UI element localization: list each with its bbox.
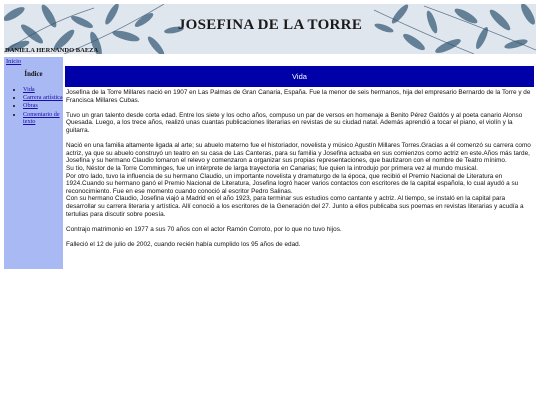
- sidebar: [4, 57, 63, 269]
- author-name: DANIELA HERNANDO BAEZA: [5, 47, 99, 54]
- content-body: [66, 89, 532, 256]
- section-title: Vida: [65, 66, 534, 87]
- sidebar-link-obras[interactable]: Obras: [23, 102, 38, 110]
- index-title: Índice: [24, 71, 43, 78]
- sidebar-link-vida[interactable]: Vida: [23, 86, 35, 93]
- paragraph-5: Falleció el 12 de julio de 2002, cuando recién había cumplido los 95 años de edad.: [66, 240, 301, 248]
- sidebar-item-vida: [23, 86, 71, 93]
- sidebar-link-comentario[interactable]: Comentario de texto: [23, 110, 60, 125]
- paragraph-1: Josefina de la Torre Millares nació en 1907 en Las Palmas de Gran Canaria, España. Fue la menor de seis hermanos, hija del empresario Bernardo de la Torre y de Francisca Millares Cubas.: [66, 89, 531, 104]
- sidebar-item-comentario: [23, 111, 71, 125]
- paragraph-2: Tuvo un gran talento desde corta edad. Entre los siete y los ocho años, compuso un par de versos en homenaje a Benito Pérez Galdós y al poeta canario Alonso Quesada. Luego, a los trece años, realizó unas cuantas publicaciones literarias en revistas de su ciudad natal. Además aprendió a tocar el piano, el violín y la guitarra.: [66, 111, 523, 134]
- sidebar-item-obras: [23, 102, 71, 109]
- sidebar-item-carrera: [23, 94, 71, 101]
- paragraph-4: Contrajo matrimonio en 1977 a sus 70 años con el actor Ramón Corroto, por lo que no tuvo hijos.: [66, 225, 342, 233]
- sidebar-link-carrera[interactable]: Carrera artística: [23, 94, 63, 102]
- page-title: JOSEFINA DE LA TORRE: [177, 17, 363, 33]
- paragraph-3: Nació en una familia altamente ligada al arte; su abuelo materno fue el historiador, novelista y músico Agustín Millares Torres.Gracias a él comenzó su carrera como actriz, ya que su abuelo construyó un teatro en su casa de Las Canteras, para su familia y Josefina actuaba en sus comienzos como actriz en este.Años más tarde, Josefina y su hermano Claudio tomaron el relevo y comenzaron a organizar sus propias representaciones, que bautizaron con el nombre de Teatro mínimo. Su tío, Néstor de la Torre Comminges, fue un intérprete de larga trayectoria en Canarias; fue quien la introdujo por primera vez al mundo musical. Por otro lado, tuvo la influencia de su hermano Claudio, un importante novelista y dramaturgo de la época, que recibió el Premio Nacional de Literatura en 1924.Cuando su hermano ganó el Premio Nacional de Literatura, Josefina logró hacer varios contactos con escritores de la capital española, lo cual ayudó a su reconocimiento. Fue en ese momento cuando conoció al escritor Pedro Salinas. Con su hermano Claudio, Josefina viajó a Madrid en el año 1923, para terminar sus estudios como cantante y actriz. Al tiempo, se instaló en la capital para desarrollar su carrera literaria y artística. Allí conoció a los escritores de la Generación del 27. Junto a ellos publicaba sus poemas en revistas literarias y acudía a tertulias para discutir sobre poesía.: [66, 142, 531, 218]
- sidebar-nav: [13, 86, 71, 126]
- home-link[interactable]: Inicio: [6, 58, 22, 65]
